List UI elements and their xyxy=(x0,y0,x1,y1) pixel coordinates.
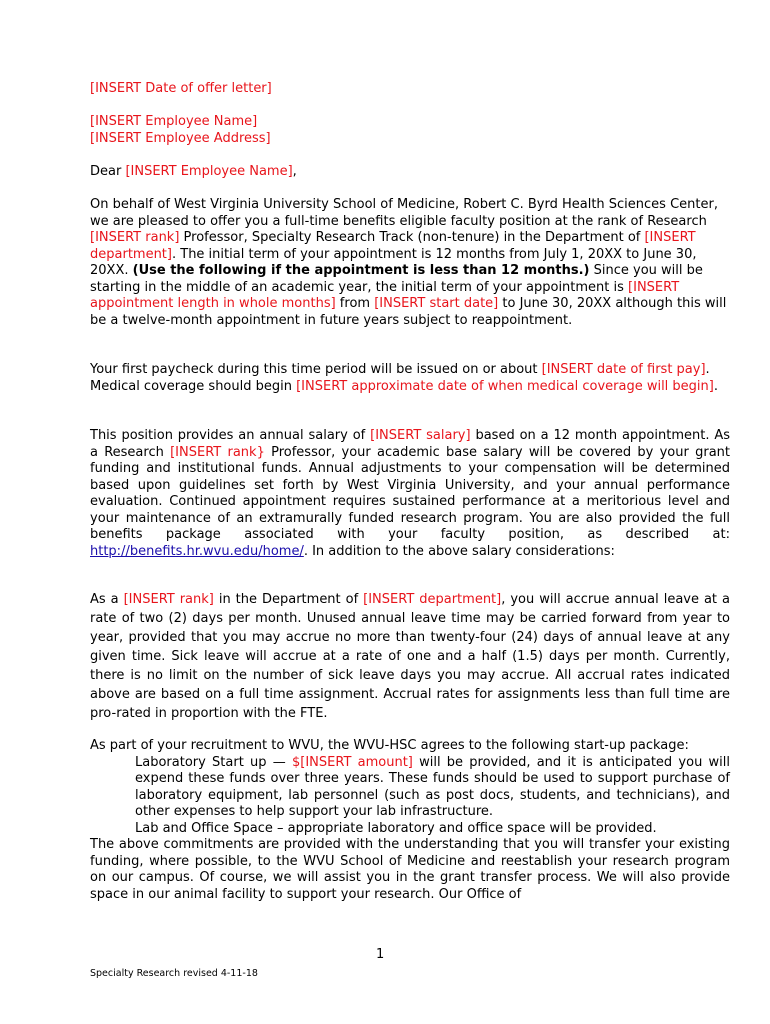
employee-name-placeholder: [INSERT Employee Name] xyxy=(90,114,258,129)
paragraph-paycheck xyxy=(90,362,730,395)
para3-text-4: . In addition to the above salary considerations: xyxy=(303,543,615,559)
salutation-dear: Dear xyxy=(90,164,126,179)
para1-text-6: to June 30, 20XX although this will be a twelve-month appointment in future years subject to reappointment. xyxy=(90,296,727,328)
paragraph-salary xyxy=(90,428,730,560)
lab-startup-text-1: Laboratory Start up — xyxy=(135,754,292,770)
commitments-text: The above commitments are provided with the understanding that you will transfer your existing funding, where possible, to the WVU School of Medicine and reestablish your research program on our campus. Of course, we will assist you in the grant transfer process. We will also provide space in our animal facility to support your research. Our Office of xyxy=(90,837,730,902)
offer-date-placeholder: [INSERT Date of offer letter] xyxy=(90,81,272,96)
appointment-length-placeholder: [INSERT appointment length in whole months] xyxy=(90,279,680,311)
salary-placeholder: [INSERT salary] xyxy=(370,428,471,443)
start-date-placeholder: [INSERT start date] xyxy=(374,296,499,311)
employee-address-placeholder: [INSERT Employee Address] xyxy=(90,130,271,146)
para1-text-4: Since you will be starting in the middle of an academic year, the initial term of your appointment is xyxy=(90,263,703,295)
salutation-name-placeholder: [INSERT Employee Name] xyxy=(125,164,293,179)
para1-text-3: . The initial term of your appointment is 12 months from July 1, 20XX to June 30, 20XX. xyxy=(90,246,697,278)
instruction-bold: (Use the following if the appointment is less than 12 months.) xyxy=(132,263,590,278)
para4-text-2: in the Department of xyxy=(213,592,364,607)
department-placeholder: [INSERT department] xyxy=(90,230,696,262)
para2-text-2: . Medical coverage should begin xyxy=(90,362,710,394)
para4-text-3: , you will accrue annual leave at a rate of two (2) days per month. Unused annual leave time may be carried forward from year to year, provided that you may accrue no more than twenty-four (24) days of annual leave at any given time. Sick leave will accrue at a rate of one and a half (1.5) days per month. Currently, there is no limit on the number of sick leave days you may accrue. All accrual rates indicated above are based on a full time assignment. Accrual rates for assignments less than full time are pro-rated in proportion with the FTE. xyxy=(90,592,730,721)
footer-revision-note: Specialty Research revised 4-11-18 xyxy=(90,968,258,979)
rank-placeholder: [INSERT rank] xyxy=(90,230,180,245)
lab-startup-item xyxy=(90,755,730,821)
paragraph-offer xyxy=(90,197,730,329)
para3-text-2: based on a 12 month appointment. As a Research xyxy=(90,428,731,460)
recipient-block xyxy=(90,114,730,147)
amount-placeholder: $[INSERT amount] xyxy=(292,754,413,770)
salutation xyxy=(90,164,730,181)
para2-text-1: Your first paycheck during this time period will be issued on or about xyxy=(90,362,542,377)
medical-coverage-placeholder: [INSERT approximate date of when medical coverage will begin] xyxy=(296,378,714,394)
para3-text-3: Professor, your academic base salary will be covered by your grant funding and institutional funds. Annual adjustments to your compensation will be determined based upon guidelines set forth by West Virginia University, and your annual performance evaluation. Continued appointment requires sustained performance at a meritorious level and your maintenance of an extramurally funded research program. You are also provided the full benefits package associated with your faculty position, as described at: xyxy=(90,444,730,542)
para4-text-1: As a xyxy=(90,592,124,607)
department-placeholder-2: [INSERT department] xyxy=(363,592,502,607)
lab-office-space-item: Lab and Office Space – appropriate laboratory and office space will be provided. xyxy=(135,820,657,836)
para3-text-1: This position provides an annual salary of xyxy=(90,428,371,443)
rank-placeholder-2: [INSERT rank} xyxy=(170,444,265,460)
lab-startup-text-2: will be provided, and it is anticipated you will expend these funds over three years. These funds should be used to support purchase of laboratory equipment, lab personnel (such as post docs, students, and technicians), and other expenses to help support your lab infrastructure. xyxy=(135,754,731,819)
first-pay-placeholder: [INSERT date of first pay] xyxy=(541,362,706,377)
startup-intro: As part of your recruitment to WVU, the WVU-HSC agrees to the following start-up package: xyxy=(90,738,689,753)
page-number: 1 xyxy=(376,947,385,962)
para1-text-1: On behalf of West Virginia University School of Medicine, Robert C. Byrd Health Sciences Center, we are pleased to offer you a full-time benefits eligible faculty position at the rank of Research xyxy=(90,197,718,229)
paragraph-startup xyxy=(90,738,730,903)
letter-date-block xyxy=(90,81,730,98)
paragraph-leave xyxy=(90,590,730,723)
salutation-comma: , xyxy=(292,164,297,179)
benefits-link[interactable]: http://benefits.hr.wvu.edu/home/ xyxy=(90,543,304,559)
para1-text-2: Professor, Specialty Research Track (non-tenure) in the Department of xyxy=(179,230,645,245)
rank-placeholder-3: [INSERT rank] xyxy=(123,592,214,607)
para1-text-5: from xyxy=(335,296,375,311)
para2-text-3: . xyxy=(713,378,718,394)
